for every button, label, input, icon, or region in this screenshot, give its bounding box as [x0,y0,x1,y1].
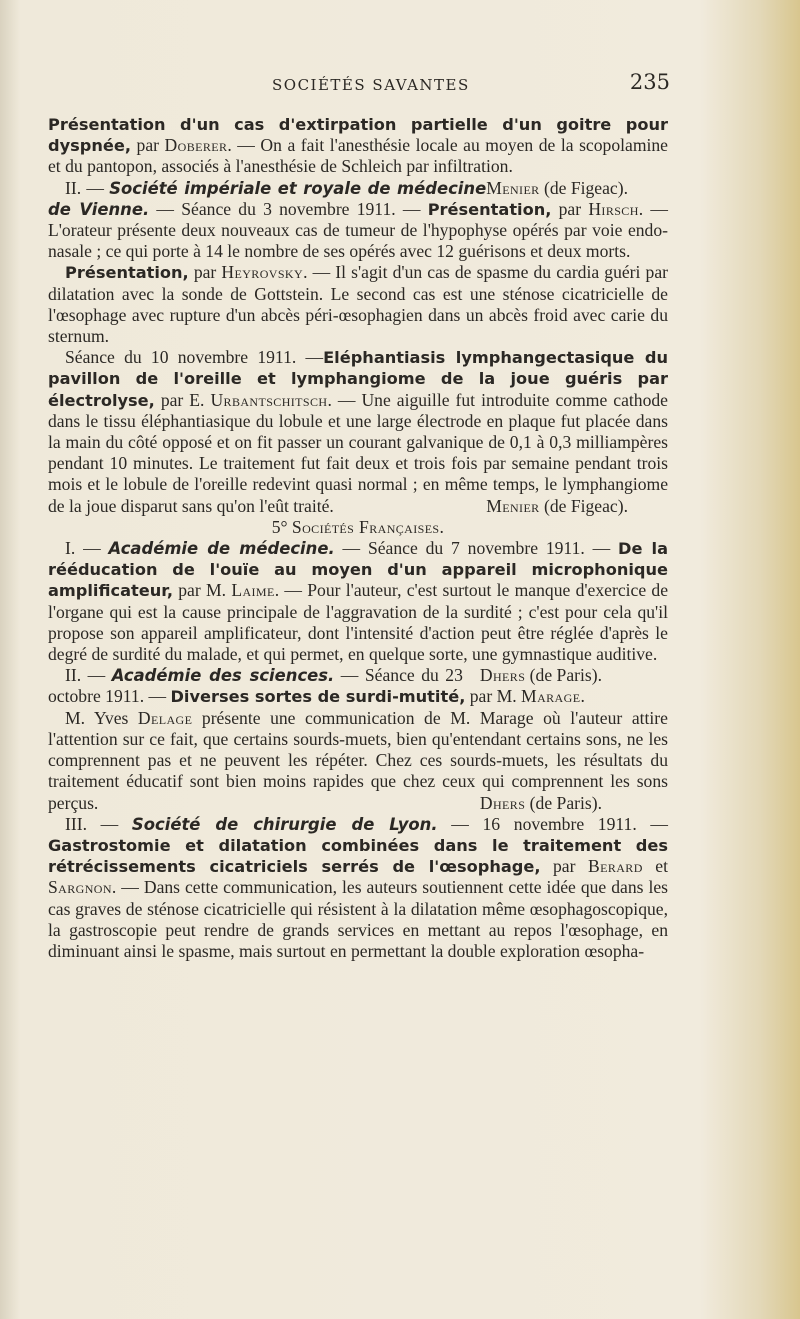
society-name: Académie de médecine. [108,539,335,559]
author-name: Hirsch [588,198,639,219]
society-name: Société impériale et royale de médecine de Vienne. [48,178,487,219]
paragraph-vienne: II. — Société impériale et royale de médecine de Vienne. — Séance du 3 novembre 1911. — Présentation, par Hirsch. — L'orateur présente deux nouveaux cas de tumeur de l'hypophyse opérés par voie endo-nasale ; ce qui porte à 14 le nombre de ses opérés avec 12 guérisons et deux morts. [48,177,668,262]
signature: Menier (de Figeac). [486,177,628,198]
page-number: 235 [629,70,670,94]
paragraph-academie-sciences: II. — Académie des sciences. — Séance du 23 octobre 1911. — Diverses sortes de surdi-mutité, par M. Marage. [48,665,585,707]
paragraph-title: Présentation, [65,263,189,283]
paragraph-text: . — Il s'agit d'un cas de spasme du cardia guéri par dilatation avec la sonde de Gottstein. Le second cas est une sténose cicatricielle de l'œsophage avec rupture d'un abcès péri-œsophagien dans un abcès froid avec carie du sternum. [48,262,669,347]
paragraph-heyrovsky: Présentation, par Heyrovsky. — Il s'agit d'un cas de spasme du cardia guéri par dilatation avec la sonde de Gottstein. Le second cas est une sténose cicatricielle de l'œsophage avec rupture d'un abcès péri-œsophagien dans un abcès froid avec carie du sternum. [48,262,669,347]
paragraph-academie-medecine: I. — Académie de médecine. — Séance du 7 novembre 1911. — De la rééducation de l'ouïe au moyen d'un appareil microphonique amplificateur, par M. Laime. — Pour l'auteur, c'est surtout le manque d'exercice de l'organe qui est la cause principale de l'aggravation de la surdité ; c'est pour cela qu'il propose son appareil amplificateur, dont l'intensité d'action peut être réglée d'après le degré de surdité du malade, et qui permet, en quelque sorte, une gymnastique auditive. Dhers (de Paris). [48,538,669,686]
society-name: Société de chirurgie de Lyon. [131,814,438,834]
paragraph-title: Diverses sortes de surdi-mutité, [170,687,466,707]
author-name: Marage [521,686,581,707]
author-name: Urbantschitsch [210,389,328,410]
section-heading: 5° Sociétés Françaises. [271,516,445,537]
signature: Dhers (de Paris). [479,665,602,686]
society-name: Académie des sciences. [111,666,335,686]
running-head: SOCIÉTÉS SAVANTES [272,76,470,94]
paragraph-title: Gastrostomie et dilatation combinées dans le traitement des rétrécissements cicatriciels serrés de l'œsophage, [48,835,668,877]
paragraph-text: présente une communication de M. Marage où l'auteur attire l'attention sur ce fait, que certains sourds-muets, bien qu'entendant certains sons, ne les comprennent pas et ne peuvent les répéter. Chez ces sourds-muets, les résultats du traitement éducatif sont bien moins rapides que chez ceux qui comprennent les sons perçus. [48,707,668,813]
paragraph-title: Présentation, [427,199,552,219]
paragraph-doberer: Présentation d'un cas d'extirpation partielle d'un goitre pour dyspnée, par Doberer. — On a fait l'anesthésie locale au moyen de la scopolamine et du pantopon, associés à l'anesthésie de Schleich par infiltration. Menier (de Figeac). [48,115,668,198]
paragraph-title: Présentation d'un cas d'extirpation partielle d'un goitre pour dyspnée, [48,115,668,156]
author-name: Doberer [164,135,228,156]
author-name: Sargnon [48,877,112,898]
paragraph-text: . — L'orateur présente deux nouveaux cas de tumeur de l'hypophyse opérés par voie endo-nasale ; ce qui porte à 14 le nombre de ses opérés avec 12 guérisons et deux morts. [48,198,668,262]
paragraph-delage: M. Yves Delage présente une communication de M. Marage où l'auteur attire l'attention sur ce fait, que certains sourds-muets, bien qu'entendant certains sons, ne les comprennent pas et ne peuvent les répéter. Chez ces sourds-muets, les résultats du traitement éducatif sont bien moins rapides que chez ceux qui comprennent les sons perçus. Dhers (de Paris). [48,707,668,813]
paragraph-text: . — Pour l'auteur, c'est surtout le manque d'exercice de l'organe qui est la cause principale de l'aggravation de la surdité ; c'est pour cela qu'il propose son appareil amplificateur, dont l'intensité d'action peut être réglée d'après le degré de surdité du malade, et qui permet, en quelque sorte, une gymnastique auditive. [48,580,669,665]
article-body [48,114,668,962]
author-name: Berard [587,856,643,877]
signature: Dhers (de Paris). [479,792,602,813]
paragraph-urbantschitsch: Séance du 10 novembre 1911. —Eléphantiasis lymphangectasique du pavillon de l'oreille et lymphangiome de la joue guéris par électrolyse, par E. Urbantschitsch. — Une aiguille fut introduite comme cathode dans le tissu éléphantiasique du lobule et une large électrode en plaque fut placée dans la main du côté opposé et on fit passer un courant galvanique de 0,1 à 0,3 milliampères pendant 10 minutes. Le traitement fut fait deux et trois fois par semaine pendant trois mois et le lobule de l'oreille redevint quasi normal ; en même temps, le lymphangiome de la joue disparut sans qu'on l'eût traité. Menier (de Figeac). [48,347,669,516]
paragraph-text: . — Dans cette communication, les auteurs soutiennent cette idée que dans les cas graves de sténose cicatricielle qui résistent à la dilatation même œsophagoscopique, la gastroscopie peut rendre de grands services en mettant au repos l'œsophage, en diminuant ainsi le spasme, mais surtout en permettant la double exploration œsopha- [48,877,668,961]
author-name: Delage [137,707,193,728]
paragraph-chirurgie-lyon: III. — Société de chirurgie de Lyon. — 16 novembre 1911. — Gastrostomie et dilatation combinées dans le traitement des rétrécissements cicatriciels serrés de l'œsophage, par Berard et Sargnon. — Dans cette communication, les auteurs soutiennent cette idée que dans les cas graves de sténose cicatricielle qui résistent à la dilatation même œsophagoscopique, la gastroscopie peut rendre de grands services en mettant au repos l'œsophage, en diminuant ainsi le spasme, mais surtout en permettant la double exploration œsopha- [48,813,668,961]
author-name: Laime [231,580,275,601]
paragraph-title: De la rééducation de l'ouïe au moyen d'un appareil microphonique amplificateur, [48,539,669,601]
paragraph-text: . — Une aiguille fut introduite comme cathode dans le tissu éléphantiasique du lobule et une large électrode en plaque fut placée dans la main du côté opposé et on fit passer un courant galvanique de 0,1 à 0,3 milliampères pendant 10 minutes. Le traitement fut fait deux et trois fois par semaine pendant trois mois et le lobule de l'oreille redevint quasi normal ; en même temps, le lymphangiome de la joue disparut sans qu'on l'eût traité. [48,389,668,516]
paragraph-title: Eléphantiasis lymphangectasique du pavillon de l'oreille et lymphangiome de la joue guéris par électrolyse, [48,348,669,410]
paragraph-text: . — On a fait l'anesthésie locale au moyen de la scopolamine et du pantopon, associés à l'anesthésie de Schleich par infiltration. [48,135,668,177]
page-header [40,70,670,102]
author-name: Heyrovsky [221,262,304,283]
signature: Menier (de Figeac). [486,495,628,516]
